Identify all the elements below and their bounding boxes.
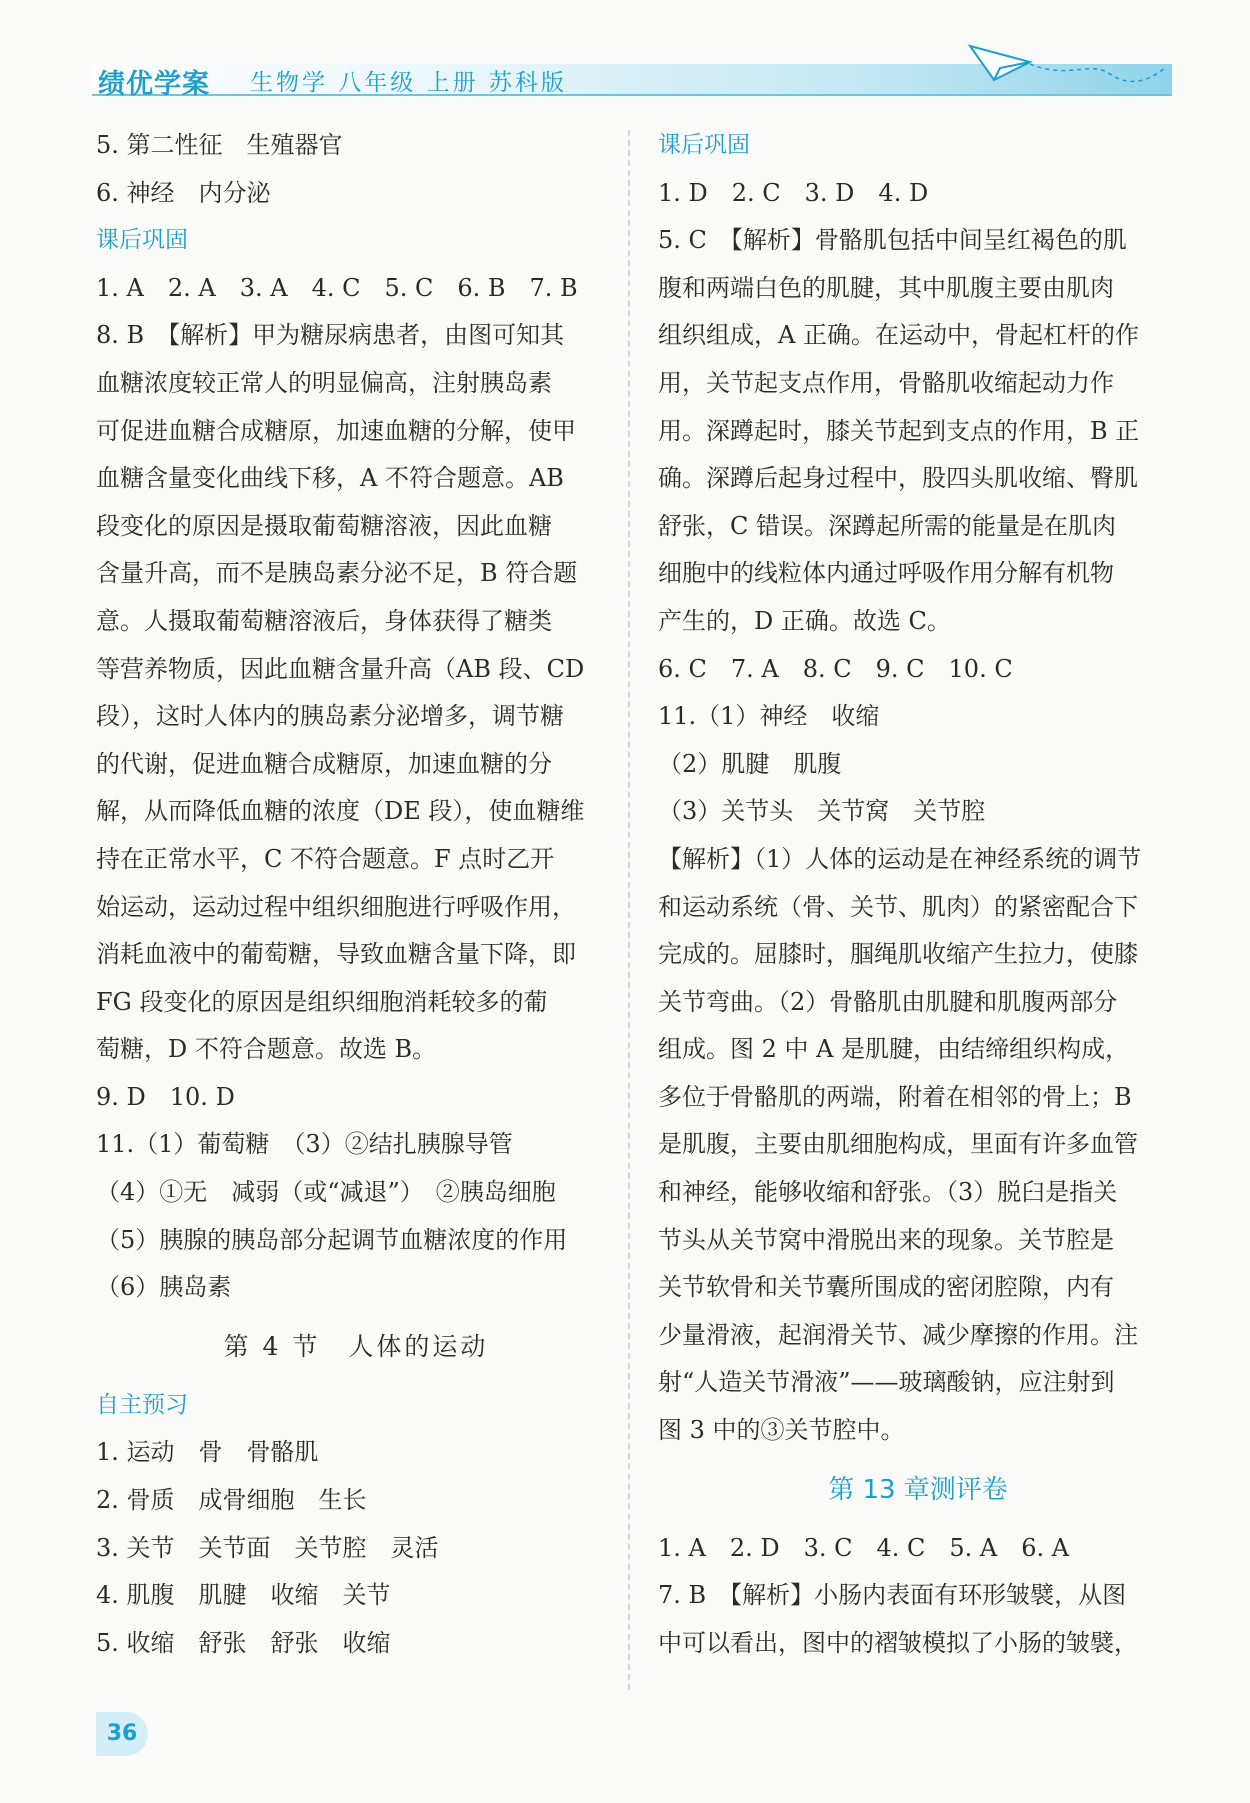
answer-line: 舒张，C 错误。深蹲起所需的能量是在肌肉 <box>658 511 1116 540</box>
answer-line: （3）关节头 关节窝 关节腔 <box>658 797 986 826</box>
page-number: 36 <box>96 1712 148 1756</box>
answer-line: 11.（1）葡萄糖 （3）②结扎胰腺导管 <box>96 1130 513 1159</box>
answer-line: 2. 骨质 成骨细胞 生长 <box>96 1486 367 1515</box>
answer-line: 5. 第二性征 生殖器官 <box>96 131 343 159</box>
answer-line: 3. 关节 关节面 关节腔 灵活 <box>96 1533 439 1562</box>
answer-line: （5）胰腺的胰岛部分起调节血糖浓度的作用 <box>96 1225 568 1254</box>
answer-line: 6. C 7. A 8. C 9. C 10. C <box>658 654 1013 683</box>
answer-line: 图 3 中的③关节腔中。 <box>658 1416 905 1445</box>
answer-line: 关节弯曲。（2）骨骼肌由肌腱和肌腹两部分 <box>658 987 1118 1016</box>
answer-line: 萄糖，D 不符合题意。故选 B。 <box>96 1035 437 1064</box>
answer-line: 少量滑液，起润滑关节、减少摩擦的作用。注 <box>658 1320 1138 1349</box>
column-divider <box>628 130 630 1690</box>
answer-line: 7. B 【解析】小肠内表面有环形皱襞，从图 <box>658 1581 1127 1610</box>
chapter-title: 第 13 章测评卷 <box>828 1474 1008 1505</box>
answer-line: 8. B 【解析】甲为糖尿病患者，由图可知其 <box>96 321 565 350</box>
answer-line: 持在正常水平，C 不符合题意。F 点时乙开 <box>96 844 555 873</box>
answer-line: 和运动系统（骨、关节、肌肉）的紧密配合下 <box>658 892 1138 921</box>
answer-line: 9. D 10. D <box>96 1082 235 1111</box>
answer-line: 组成。图 2 中 A 是肌腱，由结缔组织构成， <box>658 1035 1130 1064</box>
section-heading: 自主预习 <box>96 1391 188 1418</box>
section-heading: 课后巩固 <box>96 227 188 254</box>
brand-logo: 绩优学案 <box>98 69 210 100</box>
answer-line: 完成的。屈膝时，腘绳肌收缩产生拉力，使膝 <box>658 940 1138 969</box>
answer-line: 段），这时人体内的胰岛素分泌增多，调节糖 <box>96 702 564 731</box>
answer-line: 腹和两端白色的肌腱，其中肌腹主要由肌肉 <box>658 273 1114 302</box>
answer-line: 意。人摄取葡萄糖溶液后，身体获得了糖类 <box>96 606 552 635</box>
answer-line: 消耗血液中的葡萄糖，导致血糖含量下降，即 <box>96 940 576 969</box>
answer-line: 的代谢，促进血糖合成糖原，加速血糖的分 <box>96 749 552 778</box>
answer-line: 段变化的原因是摄取葡萄糖溶液，因此血糖 <box>96 511 552 540</box>
answer-line: 5. C 【解析】骨骼肌包括中间呈红褐色的肌 <box>658 226 1127 255</box>
answer-line: 【解析】（1）人体的运动是在神经系统的调节 <box>658 844 1142 873</box>
answer-line: 确。深蹲后起身过程中，股四头肌收缩、臀肌 <box>658 464 1138 493</box>
answer-line: 1. 运动 骨 骨骼肌 <box>96 1438 319 1467</box>
answer-line: 5. 收缩 舒张 舒张 收缩 <box>96 1628 391 1657</box>
paper-plane-icon <box>960 40 1170 100</box>
answer-line: 用，关节起支点作用，骨骼肌收缩起动力作 <box>658 368 1114 397</box>
book-subtitle: 生物学 八年级 上册 苏科版 <box>250 70 567 96</box>
answer-line: （2）肌腱 肌腹 <box>658 749 842 778</box>
section-heading: 课后巩固 <box>658 132 750 158</box>
answer-line: 组织组成，A 正确。在运动中，骨起杠杆的作 <box>658 321 1139 350</box>
answer-line: 关节软骨和关节囊所围成的密闭腔隙，内有 <box>658 1273 1114 1302</box>
answer-line: 射“人造关节滑液”——玻璃酸钠，应注射到 <box>658 1368 1115 1397</box>
answer-line: 和神经，能够收缩和舒张。（3）脱臼是指关 <box>658 1178 1118 1207</box>
answer-line: 血糖浓度较正常人的明显偏高，注射胰岛素 <box>96 368 552 397</box>
answer-line: 细胞中的线粒体内通过呼吸作用分解有机物 <box>658 559 1114 588</box>
left-column <box>96 122 616 1667</box>
answer-line: （6）胰岛素 <box>96 1273 232 1302</box>
answer-line: 产生的，D 正确。故选 C。 <box>658 606 951 635</box>
answer-line: 节头从关节窝中滑脱出来的现象。关节腔是 <box>658 1225 1114 1254</box>
answer-line: 1. D 2. C 3. D 4. D <box>658 178 929 207</box>
answer-line: 含量升高，而不是胰岛素分泌不足，B 符合题 <box>96 559 578 588</box>
answer-line: 多位于骨骼肌的两端，附着在相邻的骨上；B <box>658 1082 1132 1111</box>
answer-line: （4）①无 减弱（或“减退”） ②胰岛细胞 <box>96 1178 556 1207</box>
answer-line: 用。深蹲起时，膝关节起到支点的作用，B 正 <box>658 416 1140 445</box>
answer-line: 血糖含量变化曲线下移，A 不符合题意。AB <box>96 464 564 493</box>
answer-line: 11.（1）神经 收缩 <box>658 702 880 731</box>
answer-line: 1. A 2. D 3. C 4. C 5. A 6. A <box>658 1533 1070 1562</box>
answer-line: 解，从而降低血糖的浓度（DE 段），使血糖维 <box>96 797 585 826</box>
answer-line: 可促进血糖合成糖原，加速血糖的分解，使甲 <box>96 416 576 445</box>
answer-line: 始运动，运动过程中组织细胞进行呼吸作用， <box>96 892 576 921</box>
answer-line: 6. 神经 内分泌 <box>96 178 271 207</box>
answer-line: 是肌腹，主要由肌细胞构成，里面有许多血管 <box>658 1130 1138 1159</box>
page-header <box>0 0 1250 110</box>
answer-line: FG 段变化的原因是组织细胞消耗较多的葡 <box>96 987 548 1016</box>
answer-line: 1. A 2. A 3. A 4. C 5. C 6. B 7. B <box>96 273 578 302</box>
answer-line: 中可以看出，图中的褶皱模拟了小肠的皱襞， <box>658 1628 1138 1657</box>
chapter-title: 第 4 节 人体的运动 <box>223 1331 489 1361</box>
answer-line: 4. 肌腹 肌腱 收缩 关节 <box>96 1581 391 1610</box>
right-column <box>658 122 1178 1667</box>
answer-line: 等营养物质，因此血糖含量升高（AB 段、CD <box>96 654 585 683</box>
